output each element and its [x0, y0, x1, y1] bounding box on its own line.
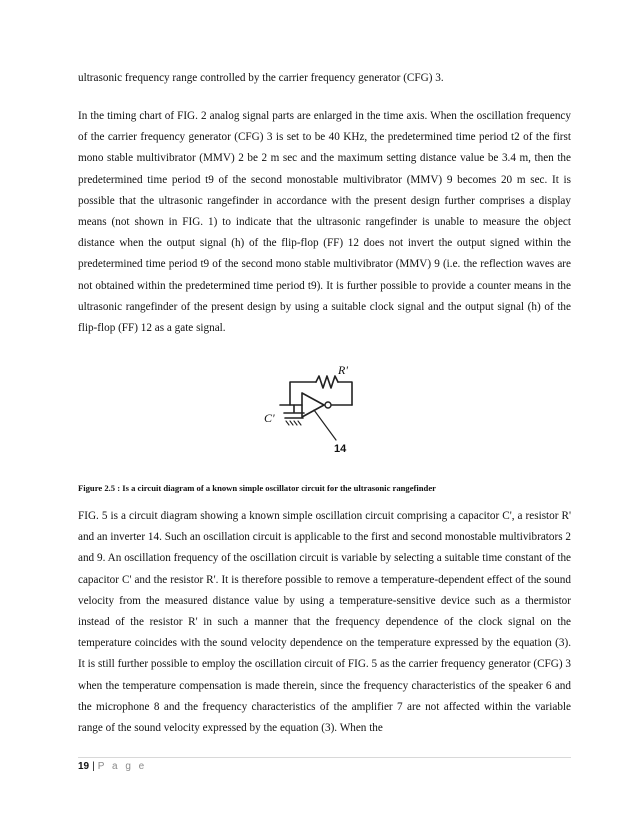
inverter-label: 14	[334, 443, 347, 455]
paragraph-intro: ultrasonic frequency range controlled by the carrier frequency generator (CFG) 3.	[78, 72, 444, 84]
paragraph-circuit-description: FIG. 5 is a circuit diagram showing a known simple oscillation circuit comprising a capacitor C', a resistor R' and an inverter 14. Such an oscillation circuit is applicable to the first and second monostable multivibrators 2 and 9. An oscillation frequency of the oscillation circuit is variable by selecting a suitable time constant of the capacitor C' and the resistor R'. It is therefore possible to remove a temperature-dependent effect of the sound velocity from the measured distance value by using a temperature-sensitive device such as a thermistor instead of the resistor R' in such a manner that the frequency dependence of the clock signal on the temperature coincides with the sound velocity dependence on the temperature expressed by the equation (3). It is still further possible to employ the oscillation circuit of FIG. 5 as the carrier frequency generator (CFG) 3 when the temperature compensation is made therein, since the frequency characteristics of the speaker 6 and the microphone 8 and the frequency characteristics of the amplifier 7 are not affected within the variable range of the sound velocity expressed by the equation (3). When the	[78, 510, 571, 735]
ground-hatch	[286, 421, 301, 425]
inverter-triangle	[302, 393, 324, 417]
figure-caption: Figure 2.5 : Is a circuit diagram of a known simple oscillator circuit for the ultrasonic rangefinder	[78, 483, 436, 493]
oscillator-circuit-figure	[232, 360, 372, 460]
resistor-zigzag	[316, 376, 338, 388]
inverter-bubble	[325, 402, 331, 408]
paragraph-timing-chart: In the timing chart of FIG. 2 analog signal parts are enlarged in the time axis. When the oscillation frequency of the carrier frequency generator (CFG) 3 is set to be 40 KHz, the predetermined time period t2 of the first mono stable multivibrator (MMV) 2 be 2 m sec and the maximum setting distance value be 3.4 m, then the predetermined time period t9 of the second monostable multivibrator (MMV) 9 becomes 20 m sec. It is possible that the ultrasonic rangefinder in accordance with the present design further comprises a display means (not shown in FIG. 1) to indicate that the ultrasonic rangefinder is unable to measure the object distance when the output signal (h) of the flip-flop (FF) 12 does not invert the output signed within the predetermined time period t9 of the second mono stable multivibrator (MMV) 9 (i.e. the reflection waves are not obtained within the predetermined time period t9). It is further possible to provide a counter means in the ultrasonic rangefinder of the present design by using a suitable clock signal and the output signal (h) of the flip-flop (FF) 12 as a gate signal.	[78, 110, 571, 335]
footer-separator: |	[92, 761, 95, 772]
capacitor-label: C'	[264, 411, 275, 425]
inverter-leader-line	[314, 410, 336, 440]
circuit-diagram	[232, 360, 372, 460]
resistor-label: R'	[338, 363, 348, 377]
footer-divider	[78, 757, 571, 758]
feedback-wire-right	[338, 382, 352, 405]
page-footer	[78, 761, 147, 772]
page-word: P a g e	[97, 761, 147, 772]
page-number: 19	[78, 761, 90, 772]
